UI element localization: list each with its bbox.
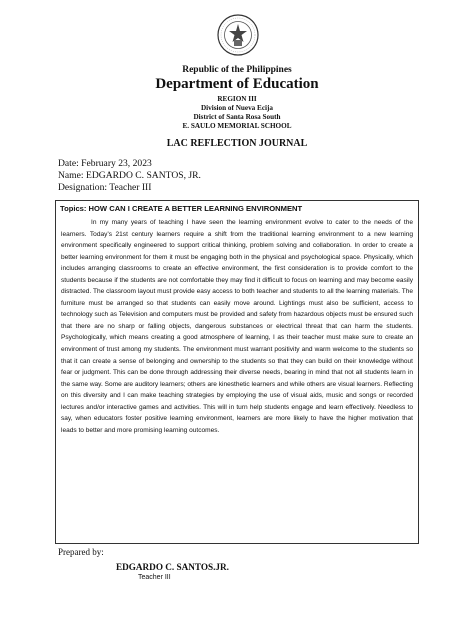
designation-line: Designation: Teacher III <box>58 182 152 193</box>
deped-seal-icon <box>217 14 259 56</box>
signatory-name: EDGARDO C. SANTOS.JR. <box>116 562 229 572</box>
journal-body: In my many years of teaching I have seen the learning environment evolve to cater to the needs of the learners. Today’s 21st century learners require a shift from the traditional learning environment to a new learning environment specifically engineered to support critical thinking, problem solving and collaboration. In order to create a better learning environment for them it must be engaging both in the physical and psychological space. Physically, which includes arranging classrooms to create an effective environment, the first consideration is to provide comfort to the students because if the students are not comfortable they may find it difficult to focus on learning and may become easily distracted. The classroom layout must provide easy access to both teacher and students to all the learning materials. The furniture must be arranged so that students can easily move around. Lightings must also be sufficient, access to technology such as Television and computers must be provided and safety from hazardous objects must be ensured such that there are no sharp or falling objects, dangerous substances or electrical threat that can harm the students. Psychologically, which means creating a good atmosphere of learning, I as their teacher must make sure to create an environment of trust among my students. The environment must warrant positivity and warm welcome to the students so that it can create a sense of belonging and ownership to the students so that they can build on their knowledge without fear or judgment. This can be done through addressing their diverse needs, bearing in mind that not all students learn in the same way. Some are auditory learners; others are kinesthetic learners and while others are visual learners. Reflecting on this diversity and I can make teaching strategies by employing the use of visual aids, music and songs or recorded lectures and/or interactive games and activities. This will in turn help students engage and learn effectively. Needless to say, when educators foster positive learning environment, learners are more likely to have the higher motivation that leads to better and more promising learning outcomes. <box>61 219 413 434</box>
school-line: E. SAULO MEMORIAL SCHOOL <box>182 122 292 130</box>
journal-box <box>55 200 419 544</box>
republic-line: Republic of the Philippines <box>182 65 292 75</box>
signatory-position: Teacher III <box>138 574 171 581</box>
topic-heading: Topics: HOW CAN I CREATE A BETTER LEARNING ENVIRONMENT <box>60 204 303 213</box>
division-line: Division of Nueva Ecija <box>200 104 274 112</box>
prepared-by-label: Prepared by: <box>58 547 104 557</box>
district-line: District of Santa Rosa South <box>193 113 281 121</box>
name-line: Name: EDGARDO C. SANTOS, JR. <box>58 170 201 181</box>
document-title: LAC REFLECTION JOURNAL <box>166 138 308 149</box>
region-line: REGION III <box>217 95 257 103</box>
department-title: Department of Education <box>155 76 319 92</box>
date-line: Date: February 23, 2023 <box>58 158 152 169</box>
